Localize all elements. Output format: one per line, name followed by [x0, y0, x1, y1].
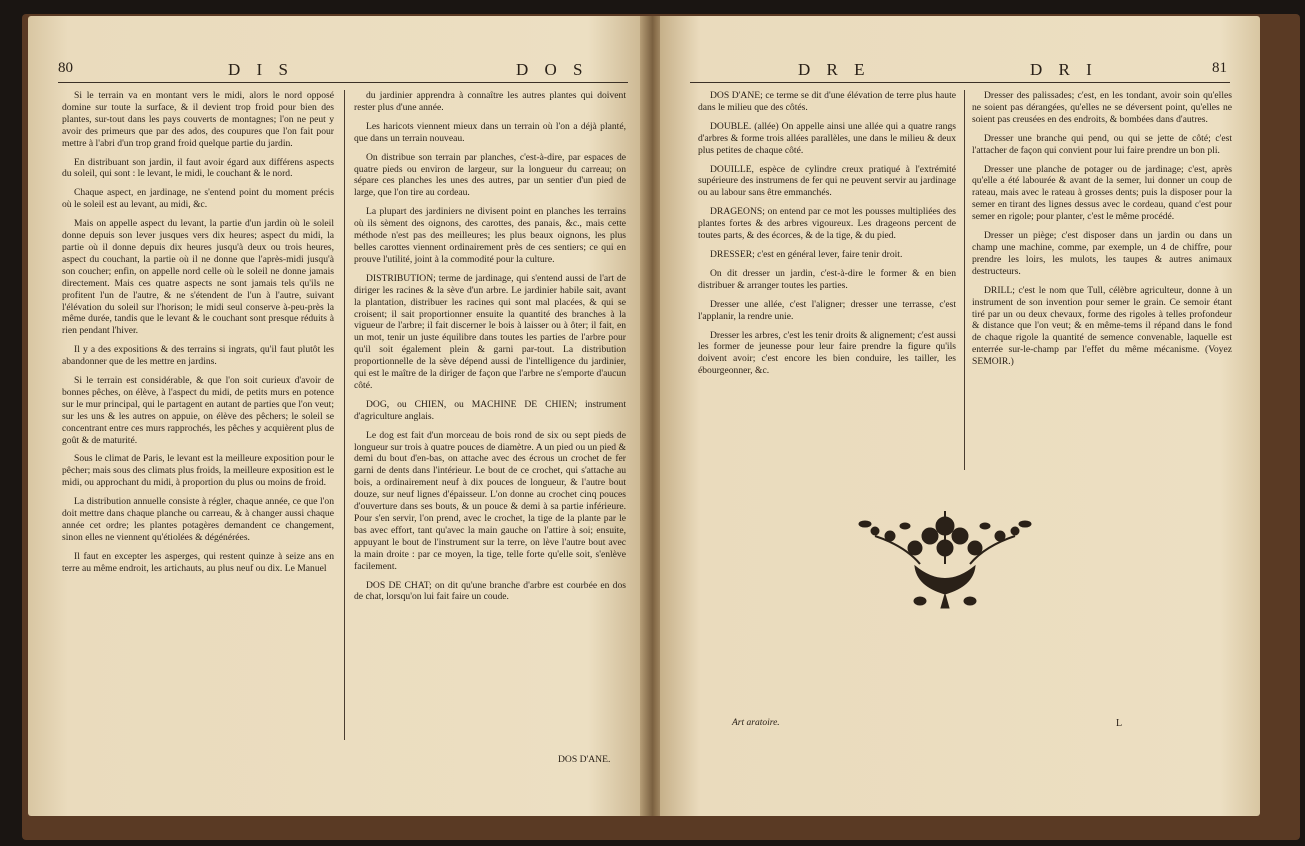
- paragraph: DOUILLE, espèce de cylindre creux pratiqué à l'extrémité supérieure des instrumens de fer qui ne peuvent servir au jardinage ou au labour sans être emmanchés.: [698, 163, 956, 199]
- paragraph: La plupart des jardiniers ne divisent point en planches les terrains où ils sèment des oignons, des carottes, des panais, &c., mais cette méthode n'est pas des meilleures; les plus beaux oignons, les plus belles carottes viennent ordinairement près de ces sentiers; ce qui en prouve l'utilité, joint à la commodité pour la culture.: [354, 206, 626, 265]
- paragraph: Dresser des palissades; c'est, en les tondant, avoir soin qu'elles ne soient pas dérangées, qu'elles ne se déversent point, qu'elles ne soient pas creusées en des endroits, & bombées dans d'autres.: [972, 90, 1232, 125]
- page-number: 80: [58, 60, 73, 76]
- left-page: [28, 16, 648, 816]
- paragraph: Dresser une branche qui pend, ou qui se jette de côté; c'est l'attacher de façon qui convient pour lui faire prendre un bon pli.: [972, 132, 1232, 156]
- running-head: D I S: [228, 60, 294, 79]
- paragraph: Si le terrain est considérable, & que l'on soit curieux d'avoir de bonnes pêches, on élève, à l'aspect du midi, de petits murs en potence sur le mur principal, qui le partagent en autant de parties que l'on veut; sur les uns & les autres on appuie, on élève des pêchers; le soleil se concentrant entre ces murs rapprochés, les pêches y acquièrent plus de goût & de maturité.: [62, 375, 334, 446]
- paragraph: Dresser une planche de potager ou de jardinage; c'est, après qu'elle a été labourée & avant de la semer, lui donner un coup de rateau, mais avec le rateau à grosses dents; puis la disposer pour la semer en tirant des lignes dessus avec le cordeau, quand c'est pour semer en rigole; pour planter, c'est le même procédé.: [972, 163, 1232, 223]
- text-column-1: [698, 90, 956, 384]
- paragraph: DRESSER; c'est en général lever, faire tenir droit.: [710, 248, 903, 260]
- paragraph: DISTRIBUTION; terme de jardinage, qui s'entend aussi de l'art de diriger les racines & la sève d'un arbre. Le jardinier habile sait, avant la plantation, distribuer les racines qui sont mal placées, & qui se croisent; il sait proportionner ensuite la quantité des branches à la vigueur de l'arbre; il fait discerner le bois à laisser ou à ôter; il fait, en un mot, tenir un juste équilibre dans toutes les parties de l'arbre pour qu'il soit également plein & garni par-tout. La distribution proportionnelle de la sève dépend aussi de l'intelligence du jardinier, qui est le maître de la diriger de façon que l'arbre ne s'emporte d'aucun côté.: [354, 272, 626, 391]
- paragraph: Si le terrain va en montant vers le midi, alors le nord opposé domine sur toute la surface, & il devient trop froid pour bien des plantes, sur-tout dans les pays couverts de montagnes; l'on ne peut y avoir des primeurs que par des ados, des coupures que l'on fait pour mettre à l'abri d'un trop grand froid quelque partie du jardin.: [62, 90, 334, 149]
- paragraph: Il faut en excepter les asperges, qui restent quinze à seize ans en terre au même endroit, les artichauts, au plus neuf ou dix. Le Manuel: [62, 550, 334, 574]
- running-head: D R I: [1030, 60, 1098, 79]
- text-column-2: [354, 90, 626, 610]
- footer-title: Art aratoire.: [732, 718, 780, 728]
- paragraph: Mais on appelle aspect du levant, la partie d'un jardin où le soleil donne depuis son lever jusques vers dix heures; aspect du midi, la partie où il donne depuis dix heures jusqu'à deux ou trois heures, aspect du couchant, la partie où il ne donne que l'après-midi jusqu'à son coucher; enfin, on appelle nord celle où le soleil ne donne jamais directement. Mais ces quatre aspects ne sont jamais tels qu'ils ne profitent l'un de l'autre, & ne s'étendent de l'un à l'autre, suivant l'élévation du soleil sur l'horison; le midi seul conserve à-peu-près la même durée, tandis que le levant & le couchant sont presque réduits à rien pendant l'hiver.: [62, 218, 334, 337]
- paragraph: Dresser une allée, c'est l'aligner; dresser une terrasse, c'est l'applanir, la rendre unie.: [698, 298, 956, 322]
- paragraph: Chaque aspect, en jardinage, ne s'entend point du moment précis où le soleil est au levant, au midi, &c.: [62, 187, 334, 211]
- signature-mark: L: [1116, 718, 1123, 729]
- paragraph: Il y a des expositions & des terrains si ingrats, qu'il faut plutôt les abandonner que de les mettre en jardins.: [62, 344, 334, 368]
- paragraph: DOUBLE. (allée) On appelle ainsi une allée qui a quatre rangs d'arbres & forme trois allées parallèles, une dans le milieu & deux plus petites de chaque côté.: [698, 120, 956, 156]
- paragraph: DOS D'ANE; ce terme se dit d'une élévation de terre plus haute dans le milieu que des côtés.: [698, 90, 956, 113]
- running-head: D R E: [798, 60, 871, 79]
- catchword: DOS D'ANE.: [558, 754, 611, 765]
- paragraph: DOS DE CHAT; on dit qu'une branche d'arbre est courbée en dos de chat, lorsqu'on lui fait faire un coude.: [354, 579, 626, 603]
- page-number: 81: [1212, 60, 1227, 76]
- text-column-1: [62, 90, 334, 582]
- floral-basket-vignette: [845, 496, 1045, 616]
- paragraph: DOG, ou CHIEN, ou MACHINE DE CHIEN; instrument d'agriculture anglais.: [354, 398, 626, 422]
- header-rule: [58, 82, 628, 83]
- header-rule: [690, 82, 1230, 83]
- paragraph: La distribution annuelle consiste à régler, chaque année, ce que l'on doit mettre dans chaque planche ou carreau, & à changer aussi chaque année cet ordre; les plantes potagères demandent ce changement, sinon elles ne viennent qu'étiolées & dégénérées.: [62, 496, 334, 543]
- paragraph: du jardinier apprendra à connaître les autres plantes qui doivent rester plus d'une année.: [354, 90, 626, 113]
- paragraph: En distribuant son jardin, il faut avoir égard aux différens aspects du soleil, qui sont : le levant, le midi, le couchant & le nord.: [62, 156, 334, 180]
- text-column-2: [972, 90, 1232, 375]
- column-divider: [964, 90, 965, 470]
- paragraph: On dit dresser un jardin, c'est-à-dire le former & en bien distribuer & arranger toutes les parties.: [698, 267, 956, 291]
- paragraph: Le dog est fait d'un morceau de bois rond de six ou sept pieds de longueur sur trois à quatre pouces de diamètre. A un pied ou un pied & demi du bout d'en-bas, on attache avec des écrous un crochet de fer garni de dents dans l'intérieur. Le bout de ce crochet, qui s'attache au bois, a ordinairement neuf à dix pouces de longueur, & l'autre bout douze, sur neuf lignes d'épaisseur. L'on donne au crochet cinq pouces d'ouverture dans ses bouts, & un pouce & demi à sa partie inférieure. Pour s'en servir, l'on prend, avec le crochet, la tige de la plante par le bas avec effort, tant qu'avec la main gauche on l'attire à soi; ensuite, appuyant le bout de l'instrument sur la terre, on lève l'autre bout avec la main droite : par ce moyen, la tige, telle forte qu'elle soit, s'enlève facilement.: [354, 429, 626, 572]
- column-divider: [344, 90, 345, 740]
- running-head: D O S: [516, 60, 589, 79]
- paragraph: Dresser les arbres, c'est les tenir droits & alignement; c'est aussi les former de jeunesse pour leur faire prendre la figure qu'ils doivent avoir; c'est encore les bien conduire, les tailler, les ébourgeonner, &c.: [698, 329, 956, 377]
- right-page: [660, 16, 1260, 816]
- paragraph: DRILL; c'est le nom que Tull, célèbre agriculteur, donne à un instrument de son invention pour semer le grain. Ce semoir étant tiré par un ou deux chevaux, forme des rigoles à telles profondeur & distance que l'on veut; & en même-tems il répand dans le fond de chaque rigole la quantité de semence convenable, laquelle est enterrée sur-le-champ par l'effet du même mécanisme. (Voyez SEMOIR.): [972, 284, 1232, 368]
- paragraph: DRAGEONS; on entend par ce mot les pousses multipliées des plantes fortes & des arbres vigoureux. Les drageons percent de toutes parts, & des écorces, & de la tige, & du pied.: [698, 206, 956, 242]
- paragraph: On distribue son terrain par planches, c'est-à-dire, par espaces de quatre pieds ou environ de largeur, sur la longueur du carreau; on sépare ces planches les unes des autres, par un sentier d'un pied de large, que l'on tire au cordeau.: [354, 151, 626, 199]
- paragraph: Les haricots viennent mieux dans un terrain où l'on a déjà planté, que dans un terrain nouveau.: [354, 120, 626, 144]
- paragraph: Dresser un piège; c'est disposer dans un jardin ou dans un champ une machine, comme, par exemple, un 4 de chiffre, pour prendre les loirs, les mulots, les taupes & autres animaux destructeurs.: [972, 230, 1232, 277]
- paragraph: Sous le climat de Paris, le levant est la meilleure exposition pour le pêcher; mais sous des climats plus froids, la meilleure exposition est le midi, ou approchant du midi, à proportion du plus ou moins de froid.: [62, 453, 334, 489]
